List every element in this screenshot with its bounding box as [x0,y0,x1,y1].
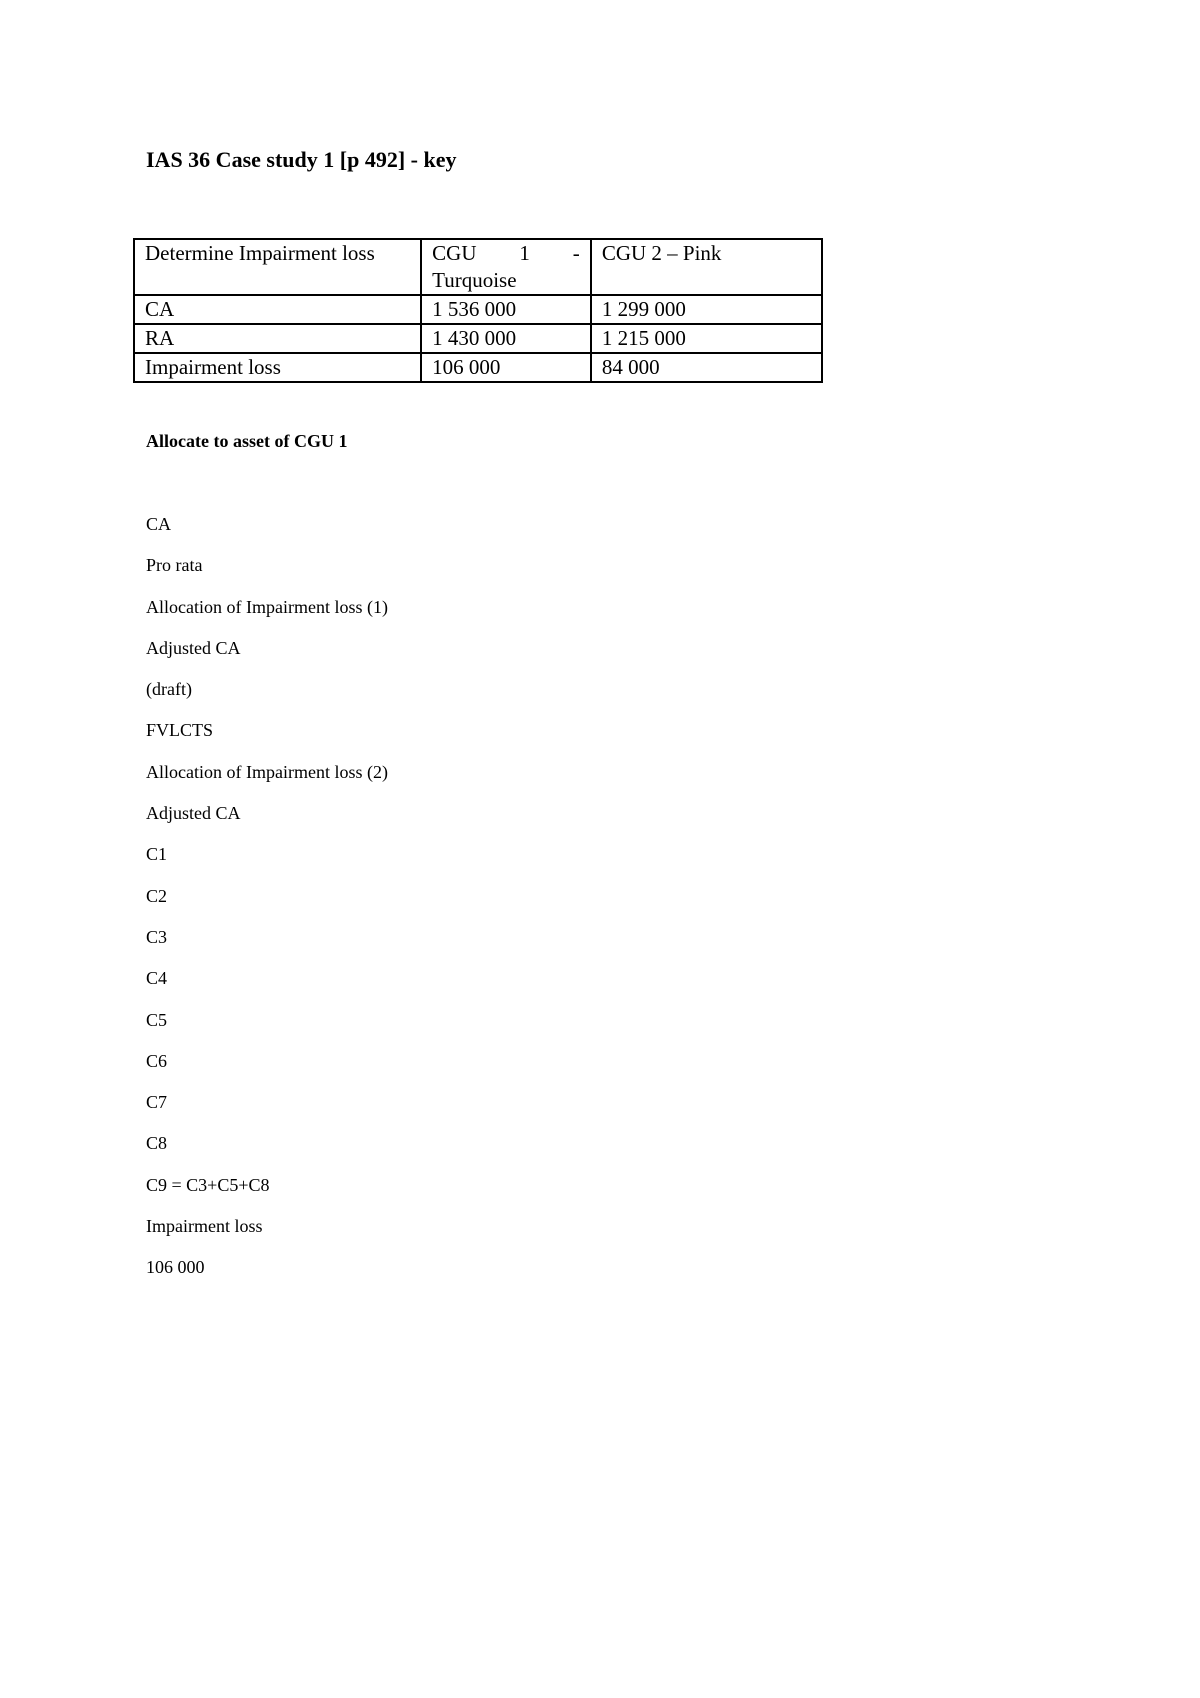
list-item: Pro rata [146,555,203,576]
table-cell: CA [134,295,421,324]
list-item: Allocation of Impairment loss (2) [146,761,388,782]
section-heading: Allocate to asset of CGU 1 [146,431,348,451]
list-item: C3 [146,926,168,947]
table-row [134,324,822,353]
table-row [134,295,822,324]
list-item: Allocation of Impairment loss (1) [146,596,388,617]
table-cell: RA [134,324,421,353]
list-item: Adjusted CA [146,803,241,824]
list-item: C5 [146,1009,168,1030]
table-header-row [134,239,822,295]
table-cell: 1 215 000 [591,324,822,353]
table-header-cell: CGU 1 - Turquoise [421,239,591,295]
table-cell: 1 299 000 [591,295,822,324]
table-cell: 1 536 000 [421,295,591,324]
impairment-table [133,238,823,383]
list-item: FVLCTS [146,720,214,741]
line-list [146,511,388,1296]
list-item: C2 [146,885,168,906]
list-item: C8 [146,1133,168,1154]
list-item: C9 = C3+C5+C8 [146,1174,270,1195]
table-row [134,353,822,382]
table-cell: 106 000 [421,353,591,382]
table-cell: 84 000 [591,353,822,382]
table-cell: 1 430 000 [421,324,591,353]
list-item: Impairment loss [146,1216,263,1237]
list-item: C6 [146,1050,168,1071]
list-item: (draft) [146,679,192,700]
list-item: C7 [146,1092,168,1113]
list-item: 106 000 [146,1257,205,1278]
list-item: C1 [146,844,168,865]
table-cell: Impairment loss [134,353,421,382]
list-item: C4 [146,968,168,989]
table-header-cell: Determine Impairment loss [134,239,421,295]
list-item: CA [146,514,172,534]
list-item: Adjusted CA [146,637,241,658]
document-title: IAS 36 Case study 1 [p 492] - key [146,147,457,172]
table-header-cell: CGU 2 – Pink [591,239,822,295]
